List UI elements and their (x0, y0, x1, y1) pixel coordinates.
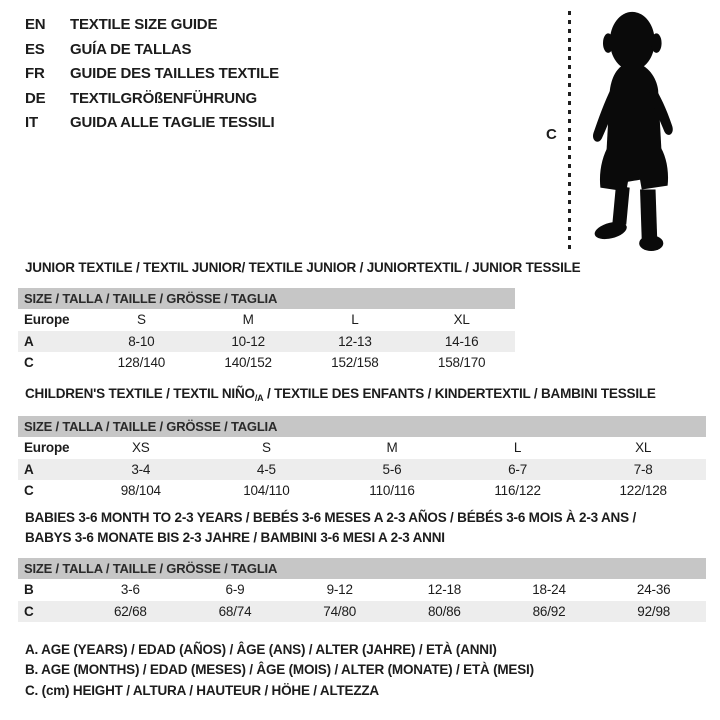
table-cell: S (261, 440, 271, 456)
table-cell: 140/152 (224, 355, 272, 371)
children-size-table (18, 416, 706, 502)
language-title: TEXTILGRÖßENFÜHRUNG (70, 89, 258, 107)
size-bar: SIZE / TALLA / TAILLE / GRÖSSE / TAGLIA (18, 416, 706, 437)
legend-notes (25, 640, 534, 701)
children-title-subscript: /A (254, 393, 264, 403)
language-code: ES (25, 40, 45, 58)
note-age-months: B. AGE (MONTHS) / EDAD (MESES) / ÂGE (MOIS) / ALTER (MONATE) / ETÀ (MESI) (25, 662, 534, 678)
baby-silhouette-icon (578, 8, 690, 252)
table-cell: 122/128 (619, 483, 667, 499)
table-row (18, 601, 706, 623)
table-cell: 24-36 (636, 582, 671, 598)
language-row (25, 38, 279, 63)
table-cell: 14-16 (444, 333, 479, 349)
language-title: GUIDE DES TAILLES TEXTILE (70, 65, 279, 83)
row-label: Europe (24, 312, 70, 328)
table-cell: 74/80 (323, 603, 357, 619)
table-cell: S (136, 312, 146, 328)
row-label: A (24, 333, 34, 349)
table-cell: 3-6 (120, 582, 140, 598)
children-title-main: CHILDREN'S TEXTILE / TEXTIL NIÑO (25, 386, 255, 401)
table-row (18, 480, 706, 502)
junior-section-title: JUNIOR TEXTILE / TEXTIL JUNIOR/ TEXTILE JUNIOR / JUNIORTEXTIL / JUNIOR TESSILE (25, 260, 581, 275)
language-code: IT (25, 114, 38, 132)
size-bar: SIZE / TALLA / TAILLE / GRÖSSE / TAGLIA (18, 558, 706, 579)
table-row (18, 352, 515, 374)
row-label: C (24, 603, 34, 619)
height-measure-dotted-line (568, 11, 571, 251)
junior-size-table (18, 288, 515, 374)
table-cell: 116/122 (494, 483, 541, 499)
table-row (18, 309, 515, 331)
table-cell: 4-5 (256, 461, 276, 477)
table-cell: 6-9 (225, 582, 245, 598)
table-cell: 12-18 (427, 582, 462, 598)
note-age-years: A. AGE (YEARS) / EDAD (AÑOS) / ÂGE (ANS) / ALTER (JAHRE) / ETÀ (ANNI) (25, 642, 497, 657)
language-code: EN (25, 16, 46, 33)
size-bar: SIZE / TALLA / TAILLE / GRÖSSE / TAGLIA (18, 288, 515, 309)
table-cell: XL (453, 312, 470, 328)
row-label: C (24, 355, 34, 371)
table-row (18, 331, 515, 353)
table-row (18, 459, 706, 481)
table-cell: 68/74 (218, 603, 252, 619)
table-cell: 8-10 (128, 333, 155, 349)
row-label: Europe (24, 440, 70, 456)
children-title-rest: / TEXTILE DES ENFANTS / KINDERTEXTIL / BAMBINI TESSILE (263, 386, 656, 401)
children-section-title (25, 384, 656, 408)
note-height-cm: C. (cm) HEIGHT / ALTURA / HAUTEUR / HÖHE / ALTEZZA (25, 682, 379, 698)
table-cell: 6-7 (508, 461, 528, 477)
table-cell: 80/86 (427, 603, 461, 619)
height-measure-label: C (546, 126, 557, 143)
table-cell: 18-24 (532, 582, 566, 598)
table-cell: M (386, 440, 398, 456)
table-row (18, 437, 706, 459)
table-cell: 152/158 (331, 355, 379, 371)
language-title: TEXTILE SIZE GUIDE (70, 16, 218, 33)
language-title: GUÍA DE TALLAS (70, 40, 192, 58)
row-label: B (24, 582, 34, 598)
language-row (25, 87, 279, 112)
table-cell: 10-12 (231, 333, 265, 349)
table-cell: 104/110 (243, 483, 290, 499)
babies-section-title (25, 508, 636, 548)
table-cell: 5-6 (382, 461, 402, 477)
table-cell: M (242, 312, 254, 328)
language-row (25, 62, 279, 87)
language-title-list (25, 13, 279, 136)
table-cell: 9-12 (326, 582, 353, 598)
table-cell: L (351, 312, 359, 328)
babies-size-table (18, 558, 706, 622)
table-cell: 92/98 (637, 603, 671, 619)
table-cell: 110/116 (369, 483, 415, 499)
table-cell: 62/68 (113, 603, 147, 619)
language-title: GUIDA ALLE TAGLIE TESSILI (70, 114, 275, 132)
row-label: C (24, 483, 34, 499)
row-label: A (24, 461, 34, 477)
babies-title-line1: BABIES 3-6 MONTH TO 2-3 YEARS / BEBÉS 3-6 MESES A 2-3 AÑOS / BÉBÉS 3-6 MOIS À 2-3 ANS / (25, 510, 636, 525)
language-code: DE (25, 89, 46, 107)
language-row (25, 111, 279, 136)
table-cell: 3-4 (131, 461, 151, 477)
table-cell: 98/104 (120, 483, 161, 499)
table-cell: 7-8 (633, 461, 653, 477)
language-row (25, 13, 279, 38)
table-cell: 12-13 (338, 333, 372, 349)
language-code: FR (25, 65, 45, 83)
babies-title-line2: BABYS 3-6 MONATE BIS 2-3 JAHRE / BAMBINI 3-6 MESI A 2-3 ANNI (25, 530, 445, 545)
table-cell: L (513, 440, 522, 456)
table-cell: 128/140 (117, 355, 166, 371)
table-cell: 158/170 (437, 355, 486, 371)
table-row (18, 579, 706, 601)
table-cell: 86/92 (532, 603, 566, 619)
table-cell: XS (131, 440, 150, 456)
table-cell: XL (635, 440, 652, 456)
